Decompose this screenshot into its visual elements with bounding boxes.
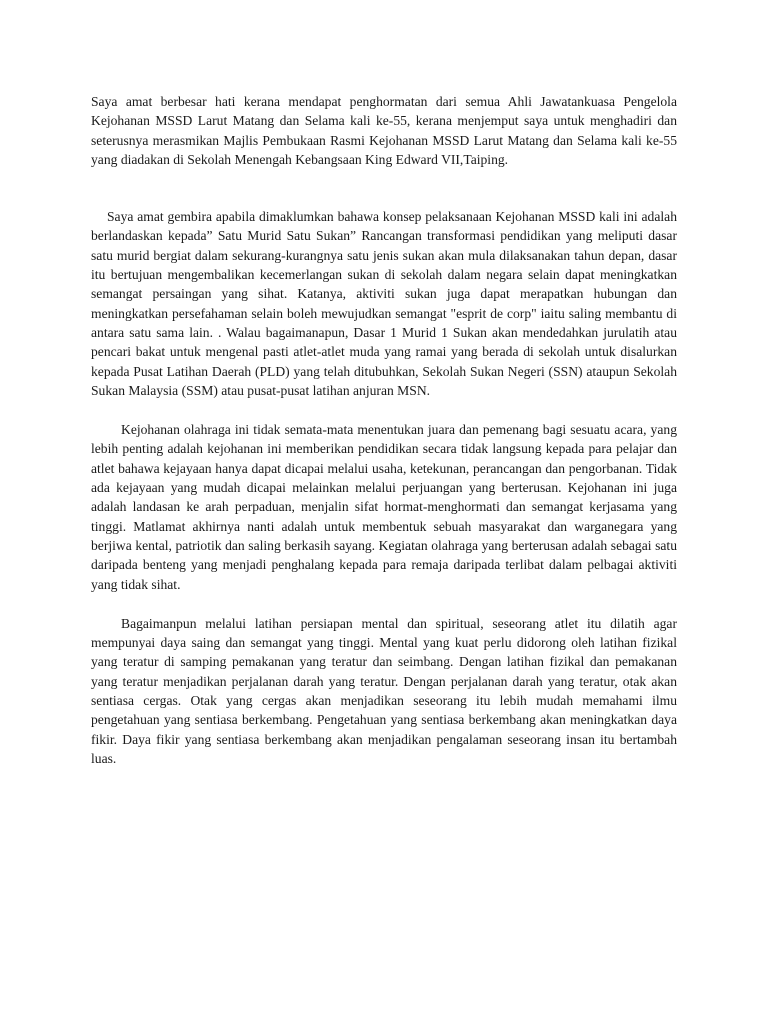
document-body <box>91 92 677 768</box>
paragraph-opening: Saya amat berbesar hati kerana mendapat penghormatan dari semua Ahli Jawatankuasa Pengelola Kejohanan MSSD Larut Matang dan Selama kali ke-55, kerana menjemput saya untuk menghadiri dan seterusnya merasmikan Majlis Pembukaan Rasmi Kejohanan MSSD Larut Matang dan Selama kali ke-55 yang diadakan di Sekolah Menengah Kebangsaan King Edward VII,Taiping. <box>91 94 677 167</box>
paragraph-training: Bagaimanpun melalui latihan persiapan mental dan spiritual, seseorang atlet itu dilatih agar mempunyai daya saing dan semangat yang tinggi. Mental yang kuat perlu didorong oleh latihan fizikal yang teratur di samping pemakanan yang teratur dan seimbang. Dengan latihan fizikal dan pemakanan yang teratur menjadikan perjalanan darah yang teratur. Dengan perjalanan darah yang teratur, otak akan sentiasa cergas. Otak yang cergas akan menjadikan seseorang itu lebih mudah memahami ilmu pengetahuan yang sentiasa berkembang. Pengetahuan yang sentiasa berkembang akan meningkatkan daya fikir. Daya fikir yang sentiasa berkembang akan menjadikan pengalaman seseorang insan itu bertambah luas. <box>91 615 677 766</box>
paragraph-concept: Saya amat gembira apabila dimaklumkan bahawa konsep pelaksanaan Kejohanan MSSD kali ini adalah berlandaskan kepada” Satu Murid Satu Sukan” Rancangan transformasi pendidikan yang meliputi dasar satu murid bergiat dalam sekurang-kurangnya satu jenis sukan akan mula dilaksanakan tahun depan, dasar itu bertujuan mengembalikan kecemerlangan sukan di sekolah dalam negara selain dapat meningkatkan semangat persaingan yang sihat. Katanya, aktiviti sukan juga dapat merapatkan hubungan dan meningkatkan persefahaman selain boleh mewujudkan semangat "esprit de corp" iaitu saling membantu di antara satu sama lain. . Walau bagaimanapun, Dasar 1 Murid 1 Sukan akan mendedahkan jurulatih atau pencari bakat untuk mengenal pasti atlet-atlet muda yang ramai yang berada di sekolah untuk disalurkan kepada Pusat Latihan Daerah (PLD) yang telah ditubuhkan, Sekolah Sukan Negeri (SSN) ataupun Sekolah Sukan Malaysia (SSM) atau pusat-pusat latihan anjuran MSN. <box>91 209 677 398</box>
paragraph-championship: Kejohanan olahraga ini tidak semata-mata menentukan juara dan pemenang bagi sesuatu acara, yang lebih penting adalah kejohanan ini memberikan pendidikan secara tidak langsung kepada para pelajar dan atlet bahawa kejayaan hanya dapat dicapai melalui usaha, ketekunan, perancangan dan pengorbanan. Tidak ada kejayaan yang mudah dicapai melainkan melalui perjuangan yang berterusan. Kejohanan ini juga adalah landasan ke arah perpaduan, menjalin sifat hormat-menghormati dan semangat kerjasama yang tinggi. Matlamat akhirnya nanti adalah untuk membentuk sebuah masyarakat dan warganegara yang berjiwa kental, patriotik dan saling berkasih sayang. Kegiatan olahraga yang berterusan adalah sebagai satu daripada benteng yang menjadi penghalang kepada para remaja daripada terlibat dalam pelbagai aktiviti yang tidak sihat. <box>91 422 677 592</box>
